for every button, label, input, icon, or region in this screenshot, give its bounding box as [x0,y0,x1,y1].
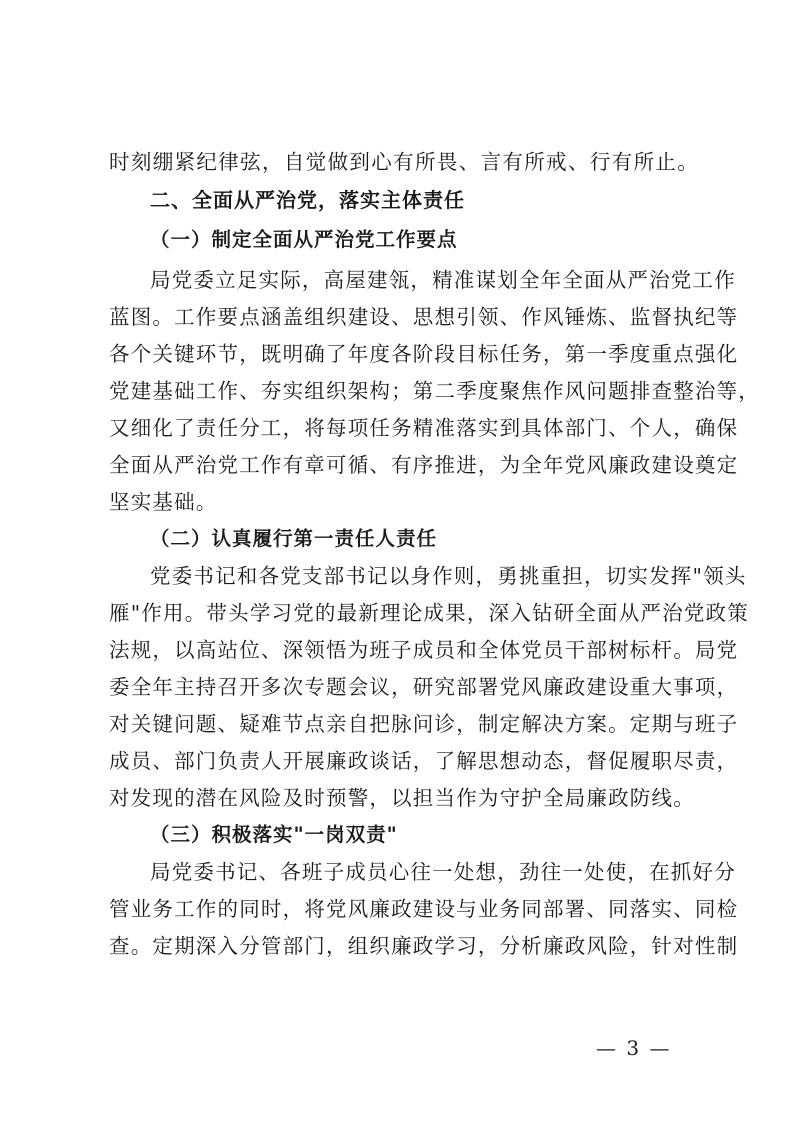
paragraph-line: 坚实基础。 [109,490,218,514]
paragraph-line: 党建基础工作、夯实组织架构；第二季度聚焦作风问题排查整治等， [109,379,760,403]
paragraph-line: 对发现的潜在风险及时预警，以担当作为守护全局廉政防线。 [109,786,695,810]
paragraph-line: 又细化了责任分工，将每项任务精准落实到具体部门、个人，确保 [109,416,739,440]
paragraph-line: 蓝图。工作要点涵盖组织建设、思想引领、作风锤炼、监督执纪等 [109,305,739,329]
paragraph-line: 法规，以高站位、深领悟为班子成员和全体党员干部树标杆。局党 [109,638,739,662]
paragraph-line: 查。定期深入分管部门，组织廉政学习，分析廉政风险，针对性制 [109,934,739,958]
section-heading: 二、全面从严治党，落实主体责任 [150,188,465,212]
paragraph-line: 雁"作用。带头学习党的最新理论成果，深入钻研全面从严治党政策 [109,601,749,625]
subsection-heading-1: （一）制定全面从严治党工作要点 [150,228,458,251]
paragraph-line: 党委书记和各党支部书记以身作则，勇挑重担，切实发挥"领头 [150,564,747,588]
paragraph-line: 委全年主持召开多次专题会议，研究部署党风廉政建设重大事项， [109,675,739,699]
body-line: 时刻绷紧纪律弦，自觉做到心有所畏、言有所戒、行有所止。 [109,150,699,174]
paragraph-line: 局党委书记、各班子成员心往一处想，劲往一处使，在抓好分 [150,860,736,884]
paragraph-line: 各个关键环节，既明确了年度各阶段目标任务，第一季度重点强化 [109,342,739,366]
subsection-heading-3: （三）积极落实"一岗双责" [150,823,398,846]
paragraph-line: 对关键问题、疑难节点亲自把脉问诊，制定解决方案。定期与班子 [109,712,739,736]
paragraph-line: 全面从严治党工作有章可循、有序推进，为全年党风廉政建设奠定 [109,453,739,477]
paragraph-line: 成员、部门负责人开展廉政谈话，了解思想动态，督促履职尽责， [109,749,739,773]
subsection-heading-2: （二）认真履行第一责任人责任 [150,527,438,550]
paragraph-line: 局党委立足实际，高屋建瓴，精准谋划全年全面从严治党工作 [150,268,736,292]
page-number: — 3 — [596,1036,672,1060]
paragraph-line: 管业务工作的同时，将党风廉政建设与业务同部署、同落实、同检 [109,897,739,921]
